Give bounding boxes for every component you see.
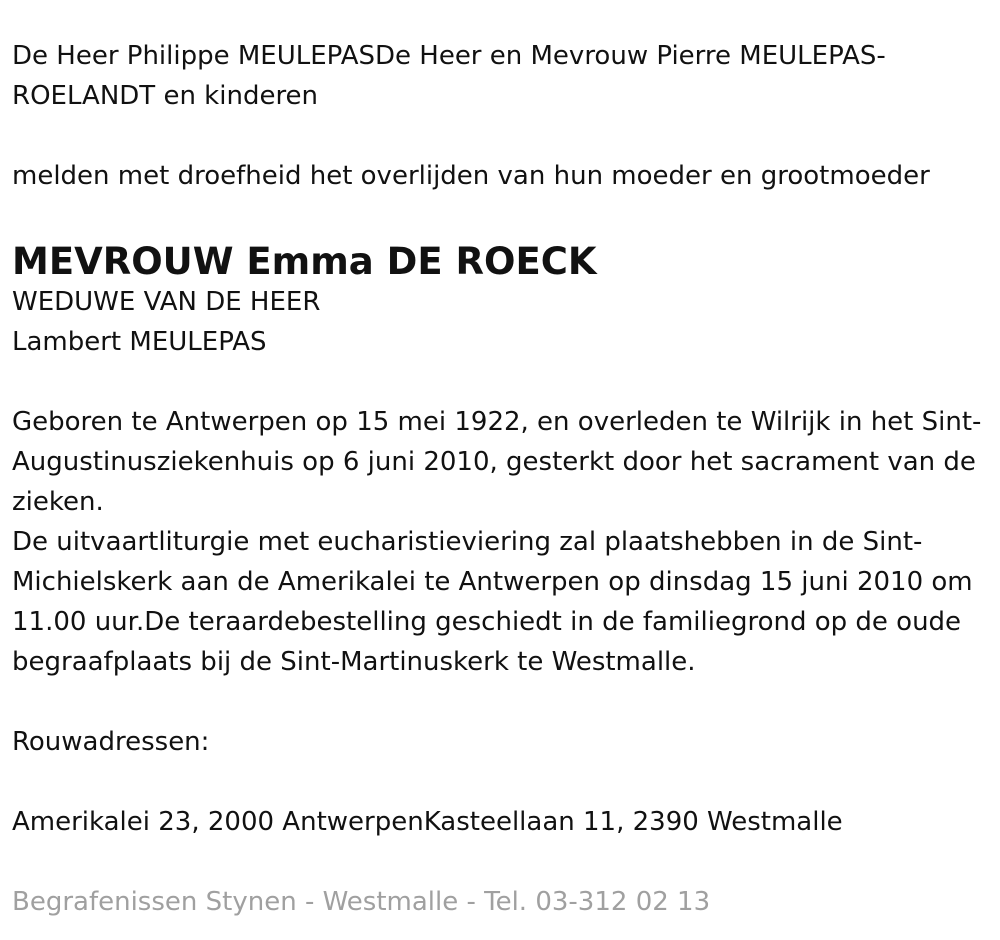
deceased-name: MEVROUW Emma DE ROECK (12, 240, 597, 283)
funeral-home-footer: Begrafenissen Stynen - Westmalle - Tel. 03-312 02 13 (12, 887, 711, 917)
widow-of-text: WEDUWE VAN DE HEER (12, 287, 321, 317)
spacer (12, 362, 988, 402)
spacer (12, 762, 988, 802)
spacer (12, 842, 988, 882)
addresses-label: Rouwadressen: (12, 727, 210, 757)
family-line: De Heer Philippe MEULEPASDe Heer en Mevrouw Pierre MEULEPAS-ROELANDT en kinderen (12, 41, 886, 111)
funeral-text: De uitvaartliturgie met eucharistieviering zal plaatshebben in de Sint-Michielskerk aan de Amerikalei te Antwerpen op dinsdag 15 juni 2010 om 11.00 uur.De teraardebestelling geschiedt in de familiegrond op de oude begraafplaats bij de Sint-Martinuskerk te Westmalle. (12, 527, 973, 677)
spouse-name: Lambert MEULEPAS (12, 327, 267, 357)
spacer (12, 196, 988, 236)
addresses-text: Amerikalei 23, 2000 AntwerpenKasteellaan 11, 2390 Westmalle (12, 807, 843, 837)
intro-text: melden met droefheid het overlijden van hun moeder en grootmoeder (12, 161, 930, 191)
spacer (12, 682, 988, 722)
birth-death-text: Geboren te Antwerpen op 15 mei 1922, en overleden te Wilrijk in het Sint-Augustinusziekenhuis op 6 juni 2010, gesterkt door het sacrament van de zieken. (12, 407, 982, 517)
spacer (12, 116, 988, 156)
